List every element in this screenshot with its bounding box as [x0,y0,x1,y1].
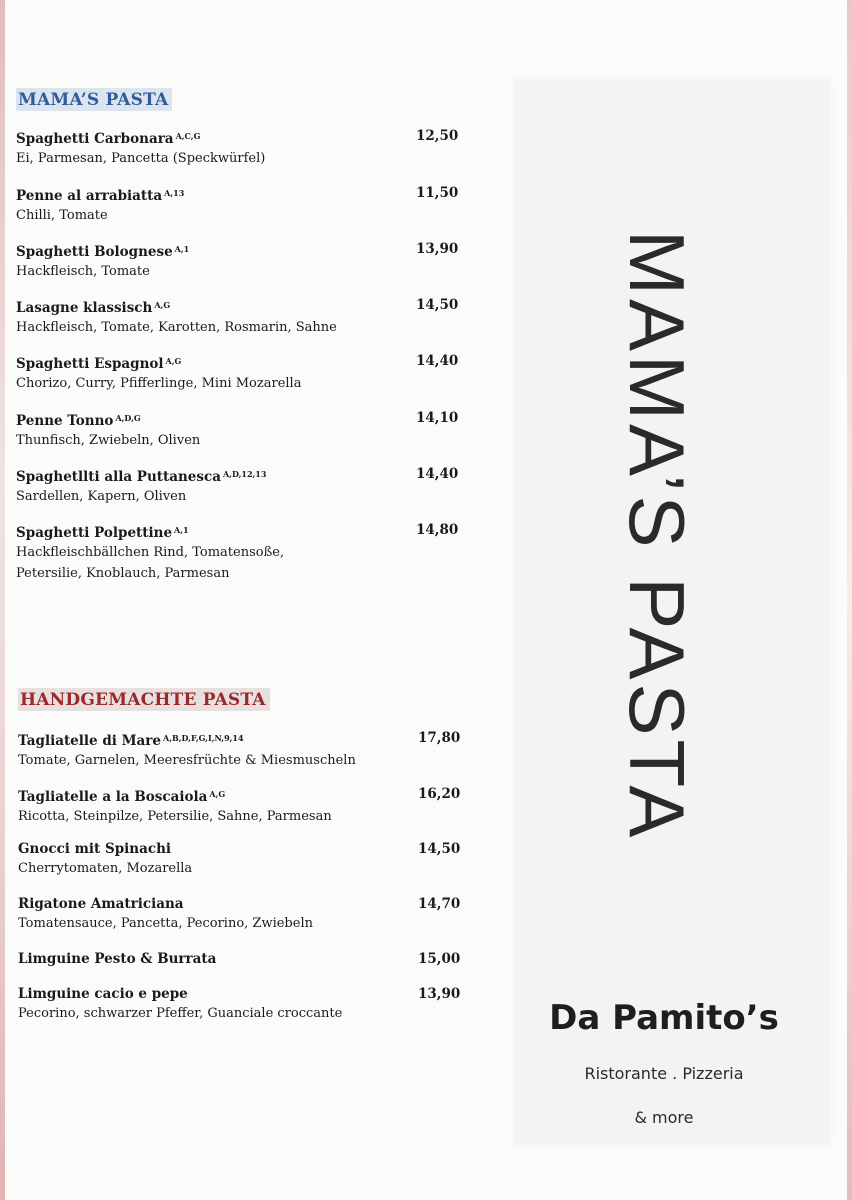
item-price: 15,00 [418,951,461,967]
menu-item [16,241,466,282]
item-name [18,896,468,913]
menu-item [16,466,466,507]
item-name-text: Spaghetti Carbonara [16,131,174,147]
item-description: Tomate, Garnelen, Meeresfrüchte & Miesmuscheln [18,753,356,768]
item-description: Cherrytomaten, Mozarella [18,861,193,876]
item-description: Chilli, Tomate [16,208,108,223]
item-name [16,297,466,317]
brand-name: Da Pamito’s [549,998,779,1038]
item-description: Chorizo, Curry, Pfifferlinge, Mini Mozarella [16,376,302,391]
item-description: Ricotta, Steinpilze, Petersilie, Sahne, Parmesan [18,809,332,824]
page-edge-right [847,0,852,1200]
item-name-text: Rigatone Amatriciana [18,896,184,912]
item-name-text: Spaghetti Espagnol [16,356,164,372]
item-name [18,986,468,1003]
menu-item [18,951,468,968]
item-description: Hackfleisch, Tomate, Karotten, Rosmarin, Sahne [16,320,337,335]
item-description: Hackfleischbällchen Rind, Tomatensoße, [16,545,285,560]
section-title-mamas-pasta: MAMA’S PASTA [16,88,172,111]
item-description: Ei, Parmesan, Pancetta (Speckwürfel) [16,151,266,166]
allergen-codes: A,13 [164,188,185,198]
item-name-text: Spaghetti Bolognese [16,244,173,260]
item-name-text: Tagliatelle a la Boscaiola [18,789,208,805]
item-price: 13,90 [416,241,459,257]
page-edge-left [0,0,5,1200]
menu-item [16,297,466,338]
item-price: 17,80 [418,730,461,746]
allergen-codes: A,G [165,356,182,366]
menu-item [18,786,468,827]
item-price: 13,90 [418,986,461,1002]
item-description: Thunfisch, Zwiebeln, Oliven [16,433,201,448]
item-name-text: Limguine cacio e pepe [18,986,188,1002]
item-name [16,185,466,205]
item-price: 14,50 [418,841,461,857]
menu-item [16,128,466,169]
item-name-text: Lasagne klassisch [16,300,153,316]
item-name [16,353,466,373]
item-price: 14,40 [416,353,459,369]
item-name [18,841,468,858]
item-name [16,128,466,148]
item-name [16,522,466,542]
menu-item [18,841,468,879]
item-price: 14,80 [416,522,459,538]
item-name-text: Tagliatelle di Mare [18,733,161,749]
brand-subtitle: Ristorante . Pizzeria [584,1064,744,1083]
menu-item [18,896,468,934]
allergen-codes: A,1 [174,525,189,535]
menu-item [18,730,468,771]
menu-item [16,410,466,451]
item-price: 14,40 [416,466,459,482]
item-name [16,466,466,486]
menu-item [16,522,466,584]
allergen-codes: A,C,G [175,131,201,141]
section-title-handgemachte-pasta: HANDGEMACHTE PASTA [18,688,270,711]
item-name [16,410,466,430]
item-name [16,241,466,261]
allergen-codes: A,B,D,F,G,I,N,9,14 [162,733,244,743]
item-description: Pecorino, schwarzer Pfeffer, Guanciale croccante [18,1006,343,1021]
item-price: 14,70 [418,896,461,912]
item-name [18,786,468,806]
item-price: 16,20 [418,786,461,802]
item-price: 14,50 [416,297,459,313]
allergen-codes: A,D,G [115,413,141,423]
item-name [18,951,468,968]
item-name-text: Spaghetllti alla Puttanesca [16,469,221,485]
menu-item [16,185,466,226]
allergen-codes: A,D,12,13 [222,469,267,479]
allergen-codes: A,G [209,789,226,799]
item-name-text: Gnocci mit Spinachi [18,841,172,857]
item-description: Sardellen, Kapern, Oliven [16,489,187,504]
menu-item [18,986,468,1024]
brand-more: & more [634,1108,694,1127]
vertical-title: MAMA’S PASTA [613,230,701,842]
item-price: 12,50 [416,128,459,144]
item-price: 14,10 [416,410,459,426]
item-name-text: Limguine Pesto & Burrata [18,951,217,967]
item-name-text: Spaghetti Polpettine [16,525,173,541]
item-name-text: Penne al arrabiatta [16,188,163,204]
item-description: Petersilie, Knoblauch, Parmesan [16,566,230,581]
item-name [18,730,468,750]
item-description: Hackfleisch, Tomate [16,264,150,279]
allergen-codes: A,1 [174,244,190,254]
menu-item [16,353,466,394]
item-price: 11,50 [416,185,459,201]
item-name-text: Penne Tonno [16,413,114,429]
allergen-codes: A,G [154,300,171,310]
item-description: Tomatensauce, Pancetta, Pecorino, Zwiebeln [18,916,313,931]
